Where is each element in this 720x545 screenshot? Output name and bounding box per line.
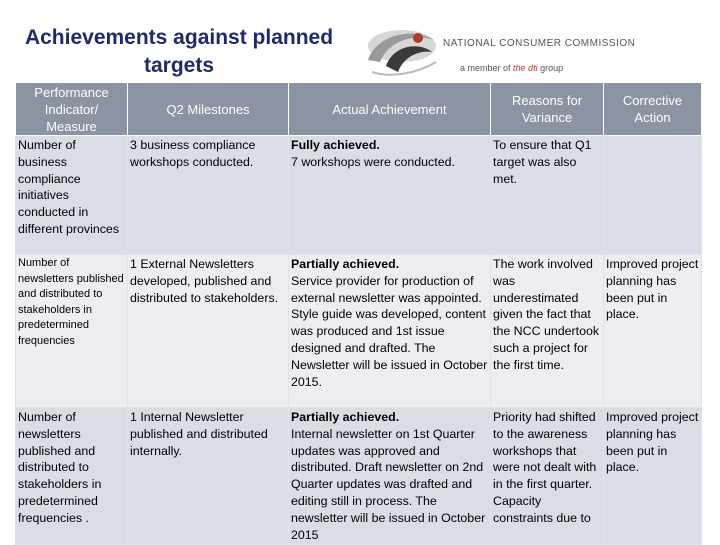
achievement-status: Partially achieved. — [291, 410, 400, 424]
cell-indicator: Number of newsletters published and distributed to stakeholders in predetermined frequencies . — [16, 408, 128, 545]
cell-milestones: 3 business compliance workshops conducted. — [128, 136, 289, 255]
page-title-line2: targets — [143, 54, 215, 77]
achievement-detail: 7 workshops were conducted. — [291, 154, 455, 169]
header-milestones: Q2 Milestones — [128, 83, 289, 136]
cell-milestones: 1 Internal Newsletter published and distributed internally. — [128, 408, 289, 545]
achievement-status: Partially achieved. — [291, 257, 400, 271]
table-row — [16, 136, 702, 255]
header-reasons: Reasons for Variance — [491, 83, 604, 136]
logo-tagline-prefix: a member of — [460, 63, 511, 73]
cell-achievement — [289, 255, 491, 408]
cell-indicator: Number of newsletters published and distributed to stakeholders in predetermined frequencies — [16, 255, 128, 408]
header-indicator: Performance Indicator/ Measure — [16, 83, 128, 136]
logo-organisation-name: NATIONAL CONSUMER COMMISSION — [443, 38, 636, 49]
logo-swirl-icon — [360, 22, 440, 84]
logo-tagline — [460, 63, 563, 73]
cell-corrective — [604, 136, 702, 255]
cell-corrective: Improved project planning has been put in place. — [604, 255, 702, 408]
cell-reasons: The work involved was underestimated given the fact that the NCC undertook such a project for the first time. — [491, 255, 604, 408]
ncc-logo — [360, 22, 720, 84]
table-row — [16, 255, 702, 408]
header-corrective: Corrective Action — [604, 83, 702, 136]
cell-achievement — [289, 408, 491, 545]
achievements-table — [15, 82, 702, 545]
logo-tagline-accent: the dti — [513, 63, 538, 73]
cell-reasons: Priority had shifted to the awareness workshops that were not dealt with in the first quarter. Capacity constraints due to — [491, 408, 604, 545]
achievement-status: Fully achieved. — [291, 138, 380, 152]
header-achievement: Actual Achievement — [289, 83, 491, 136]
achievement-detail: Service provider for production of external newsletter was appointed. Style guide was developed, content was produced and 1st issue designed and drafted. The Newsletter will be issued in October 2015. — [291, 273, 488, 389]
cell-indicator: Number of business compliance initiatives conducted in different provinces — [16, 136, 128, 255]
page-title-line1: Achievements against planned — [24, 26, 334, 49]
logo-tagline-suffix: group — [540, 63, 564, 73]
table-header-row — [16, 83, 702, 136]
achievement-detail: Internal newsletter on 1st Quarter updates was approved and distributed. Draft newsletter on 2nd Quarter updates was drafted and editing still in process. The newsletter will be issued in October 2015 — [291, 426, 486, 542]
page-title — [0, 24, 358, 80]
cell-reasons: To ensure that Q1 target was also met. — [491, 136, 604, 255]
cell-milestones: 1 External Newsletters developed, published and distributed to stakeholders. — [128, 255, 289, 408]
table-row — [16, 408, 702, 545]
cell-corrective: Improved project planning has been put in place. — [604, 408, 702, 545]
cell-achievement — [289, 136, 491, 255]
